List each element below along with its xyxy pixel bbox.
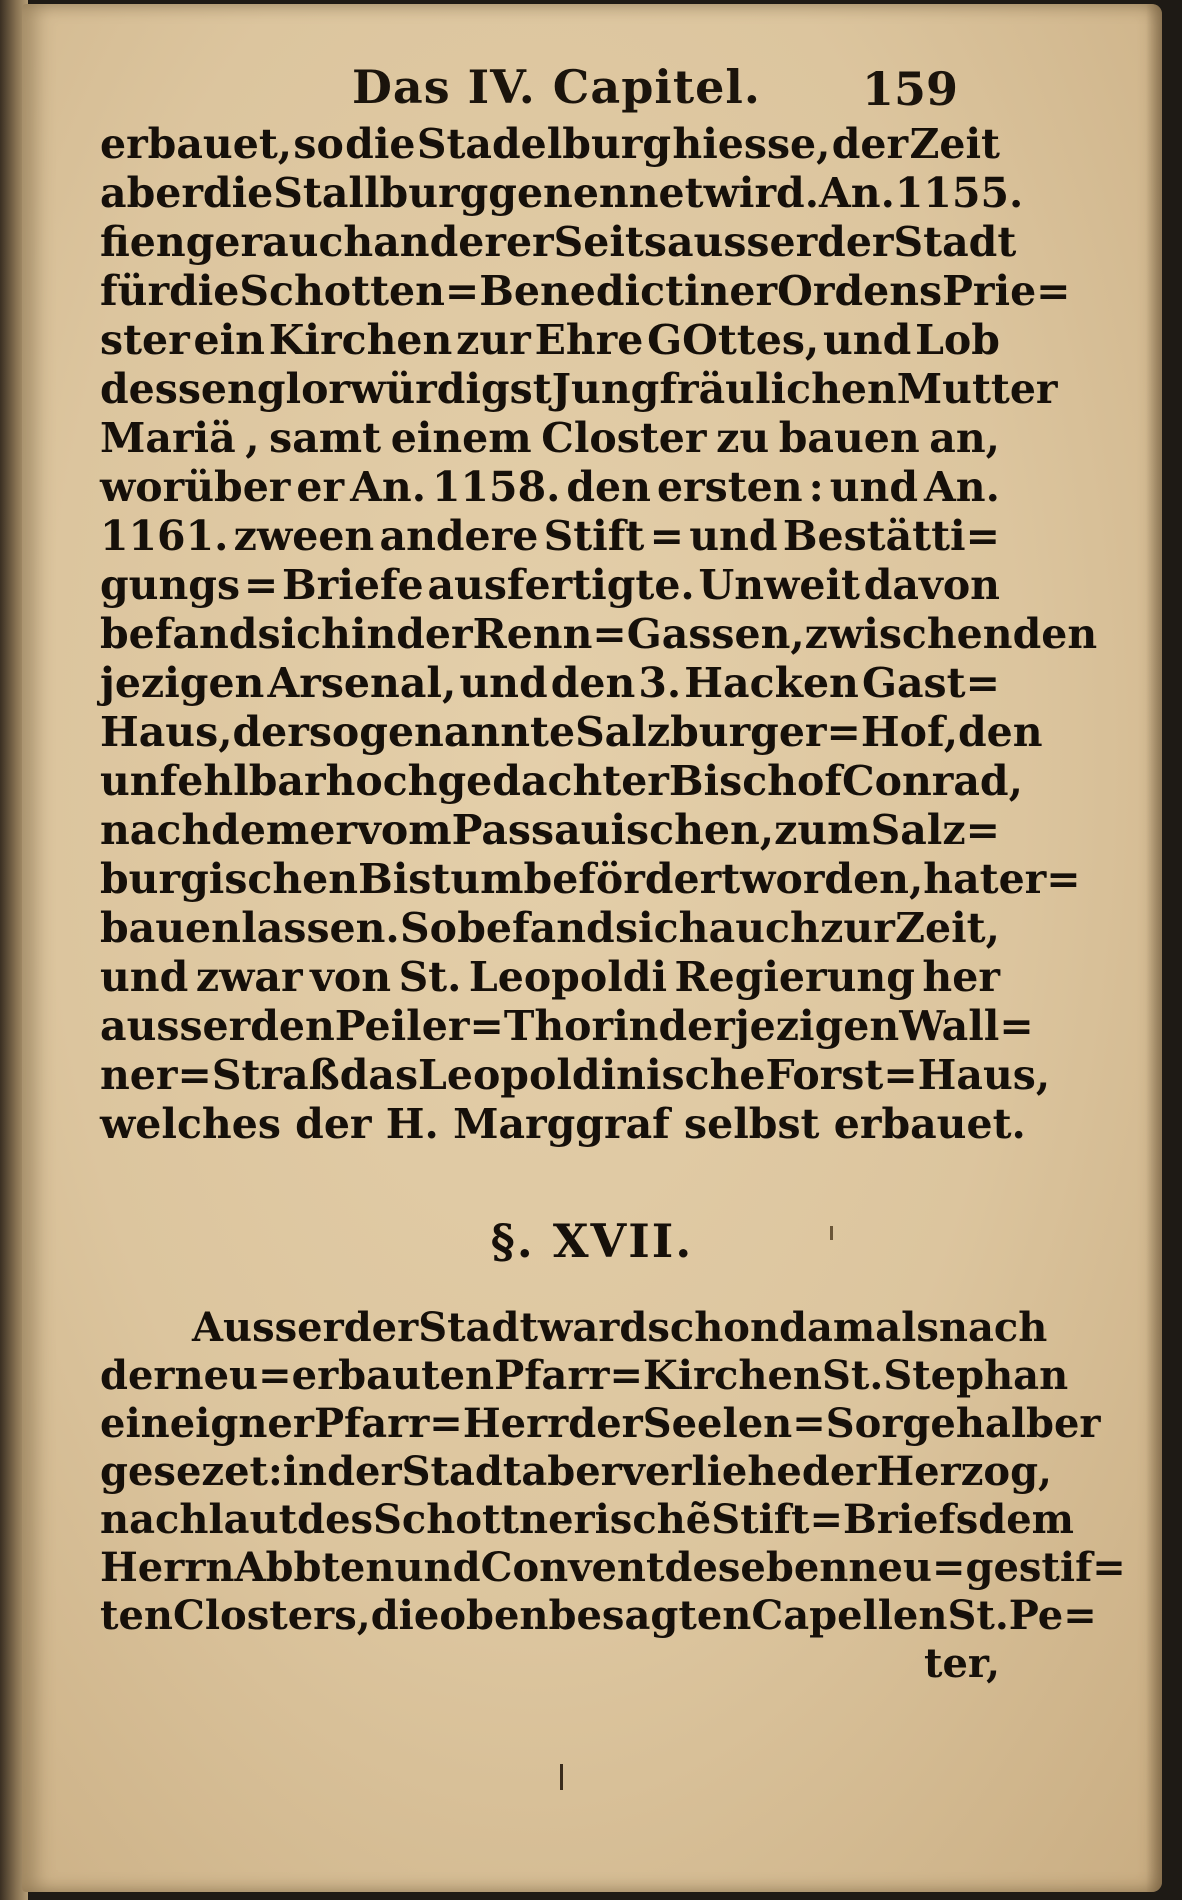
- text-line: burgischen Bistum befördert worden, hat er=: [100, 855, 1081, 903]
- text-line: Haus, der so genannte Salzburger=Hof, den: [100, 708, 1043, 756]
- text-line: der neu=erbauten Pfarr=Kirchen St. Stephan: [100, 1352, 1069, 1399]
- paragraph-1: [100, 120, 1098, 1149]
- ink-speck: [830, 1226, 833, 1240]
- text-line: worüber er An. 1158. den ersten : und An.: [100, 463, 1000, 511]
- text-line: fieng er auch anderer Seits ausser der Stadt: [100, 218, 1017, 266]
- text-line: bauen lassen. So befand sich auch zur Zeit,: [100, 904, 1000, 952]
- text-line: welches der H. Marggraf selbst erbauet.: [100, 1100, 1026, 1148]
- text-line: Ausser der Stadt ward schon damals nach: [192, 1304, 1048, 1351]
- ink-mark: [560, 1764, 563, 1790]
- text-line: Mariä , samt einem Closter zu bauen an,: [100, 414, 1000, 462]
- text-line: Herrn Abbten und Convent des eben neu=gestif=: [100, 1544, 1126, 1591]
- section-heading: §. XVII.: [490, 1214, 694, 1268]
- text-line: nach laut des Schottnerischẽ Stift=Briefs dem: [100, 1496, 1074, 1543]
- text-line: gesezet: in der Stadt aber verliehe der Herzog,: [100, 1448, 1052, 1495]
- text-line: gungs = Briefe ausfertigte. Unweit davon: [100, 561, 1000, 609]
- text-line: 1161. zween andere Stift = und Bestätti=: [100, 512, 1000, 560]
- text-line: jezigen Arsenal, und den 3. Hacken Gast=: [100, 659, 1000, 707]
- text-line: ausser den Peiler = Thor in der jezigen Wall=: [100, 1002, 1034, 1050]
- text-line: erbauet, so die Stadelburg hiesse, der Zeit: [100, 120, 1000, 168]
- text-line: dessen glorwürdigst Jungfräulichen Mutter: [100, 365, 1058, 413]
- text-line: für die Schotten=Benedictiner Ordens Prie=: [100, 267, 1071, 315]
- text-line: ein eigner Pfarr=Herr der Seelen=Sorge halber: [100, 1400, 1101, 1447]
- text-line: befand sich in der Renn=Gassen, zwischen den: [100, 610, 1098, 658]
- text-line: nach dem er vom Passauischen , zum Salz=: [100, 806, 1000, 854]
- text-line: ster ein Kirchen zur Ehre GOttes, und Lob: [100, 316, 1000, 364]
- text-line: aber die Stallburg genennet wird. An. 1155.: [100, 169, 1024, 217]
- text-line: ten Closters, die oben besagten Capellen St. Pe=: [100, 1592, 1097, 1639]
- paragraph-2: [100, 1304, 1126, 1688]
- book-page: [22, 4, 1162, 1892]
- text-line: ter,: [923, 1640, 1000, 1687]
- text-line: unfehlbar hochgedachter Bischof Conrad,: [100, 757, 1023, 805]
- page-edge-shadow: [1146, 4, 1162, 1892]
- running-head: Das IV. Capitel.: [352, 60, 761, 114]
- text-line: ner=Straß das Leopoldinische Forst = Haus,: [100, 1051, 1051, 1099]
- text-line: und zwar von St. Leopoldi Regierung her: [100, 953, 1000, 1001]
- page-number: 159: [862, 62, 959, 116]
